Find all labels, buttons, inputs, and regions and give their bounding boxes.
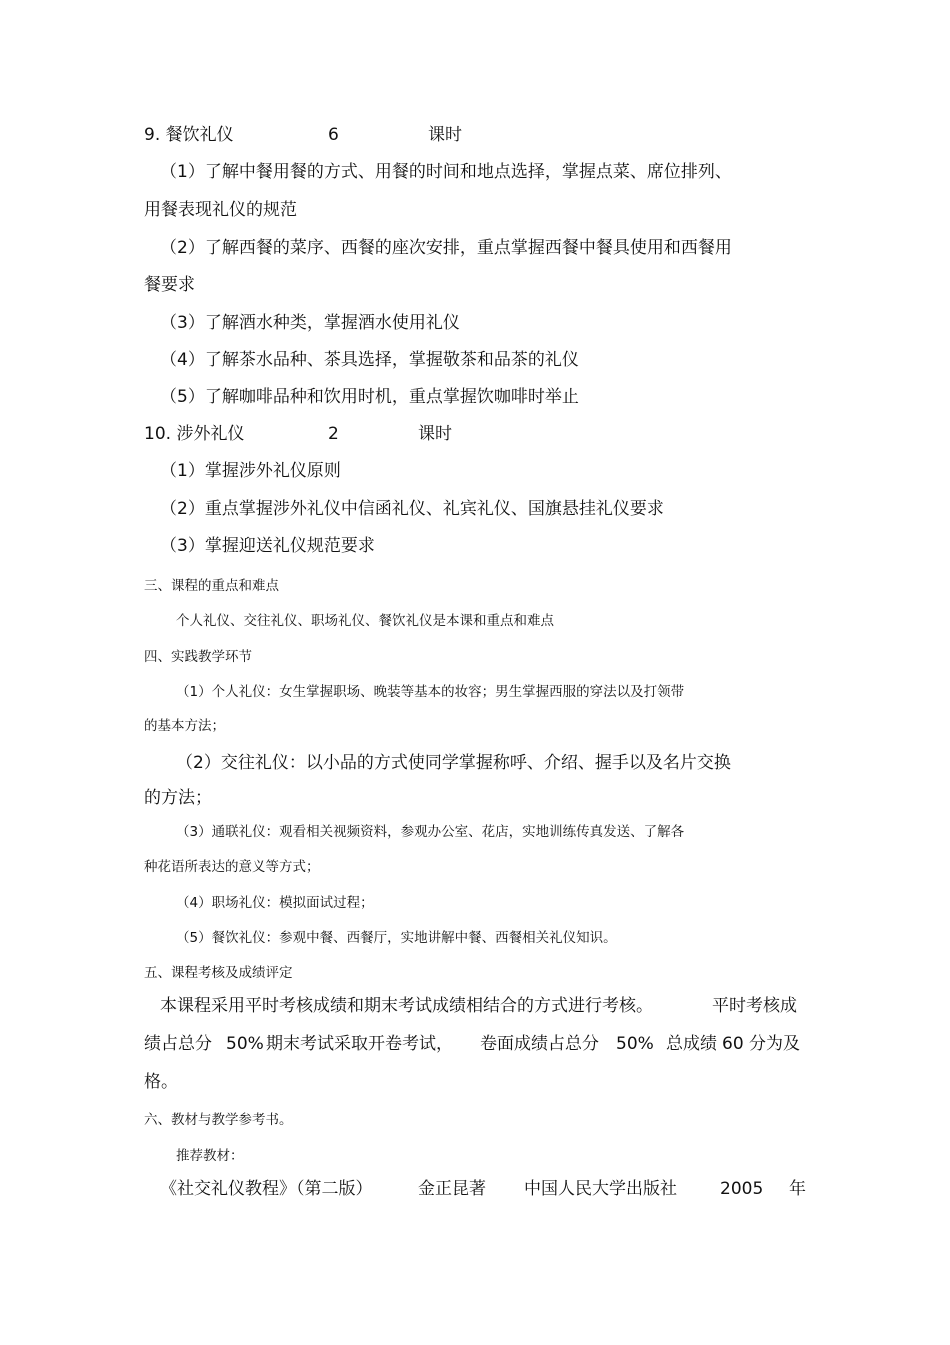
part4-heading: 四、实践教学环节 <box>144 649 252 665</box>
section9-item-5: （5）了解咖啡品种和饮用时机，重点掌握饮咖啡时举止 <box>160 387 579 407</box>
part5-line-2c: 期末考试采取开卷考试， <box>266 1034 453 1054</box>
part4-line-3-cont: 种花语所表达的意义等方式； <box>144 859 320 875</box>
section10-hours: 2 <box>328 424 339 444</box>
part6-sub: 推荐教材： <box>176 1148 244 1164</box>
part6-book-title: 《社交礼仪教程》（第二版） <box>160 1179 373 1199</box>
part5-line-2d: 卷面成绩占总分 <box>480 1034 599 1054</box>
part4-line-1: （1）个人礼仪：女生掌握职场、晚装等基本的妆容；男生掌握西服的穿法以及打领带 <box>176 684 685 700</box>
part6-book-publisher: 中国人民大学出版社 <box>524 1179 677 1199</box>
part6-book-year-unit: 年 <box>789 1179 806 1199</box>
part4-line-4: （4）职场礼仪：模拟面试过程； <box>176 895 374 911</box>
part5-line-1b: 平时考核成 <box>712 996 797 1016</box>
section10-title: 10. 涉外礼仪 <box>144 424 245 444</box>
part3-text: 个人礼仪、交往礼仪、职场礼仪、餐饮礼仪是本课和重点和难点 <box>176 613 554 629</box>
part4-line-5: （5）餐饮礼仪：参观中餐、西餐厅，实地讲解中餐、西餐相关礼仪知识。 <box>176 930 617 946</box>
part5-line-2e: 50% <box>616 1034 654 1054</box>
section9-item-3: （3）了解酒水种类，掌握酒水使用礼仪 <box>160 313 460 333</box>
part3-heading: 三、课程的重点和难点 <box>144 578 279 594</box>
section9-item-4: （4）了解茶水品种、茶具选择，掌握敬茶和品茶的礼仪 <box>160 350 579 370</box>
part5-line-2b: 50% <box>226 1034 264 1054</box>
part4-line-2: （2）交往礼仪：以小品的方式使同学掌握称呼、介绍、握手以及名片交换 <box>176 753 731 773</box>
part5-line-2f: 总成绩 <box>666 1034 717 1054</box>
part4-line-3: （3）通联礼仪：观看相关视频资料，参观办公室、花店，实地训练传真发送、了解各 <box>176 824 685 840</box>
section9-item-2-cont: 餐要求 <box>144 275 195 295</box>
part6-book-year: 2005 <box>720 1179 764 1199</box>
section10-item-2: （2）重点掌握涉外礼仪中信函礼仪、礼宾礼仪、国旗悬挂礼仪要求 <box>160 499 664 519</box>
part5-line-1a: 本课程采用平时考核成绩和期末考试成绩相结合的方式进行考核。 <box>160 996 653 1016</box>
section9-unit: 课时 <box>428 125 462 145</box>
section9-title: 9. 餐饮礼仪 <box>144 125 234 145</box>
section10-item-1: （1）掌握涉外礼仪原则 <box>160 461 341 481</box>
part5-heading: 五、课程考核及成绩评定 <box>144 965 293 981</box>
part5-line-3: 格。 <box>144 1072 178 1092</box>
section9-item-1-cont: 用餐表现礼仪的规范 <box>144 200 297 220</box>
part5-line-2g: 60 分为及 <box>722 1034 801 1054</box>
section10-item-3: （3）掌握迎送礼仪规范要求 <box>160 536 375 556</box>
part6-book-author: 金正昆著 <box>418 1179 486 1199</box>
section10-unit: 课时 <box>418 424 452 444</box>
section9-item-2: （2）了解西餐的菜序、西餐的座次安排，重点掌握西餐中餐具使用和西餐用 <box>160 238 732 258</box>
part4-line-2-cont: 的方法； <box>144 788 212 808</box>
part5-line-2a: 绩占总分 <box>144 1034 212 1054</box>
part6-heading: 六、教材与教学参考书。 <box>144 1112 293 1128</box>
part4-line-1-cont: 的基本方法； <box>144 718 225 734</box>
section9-hours: 6 <box>328 125 339 145</box>
section9-item-1: （1）了解中餐用餐的方式、用餐的时间和地点选择，掌握点菜、席位排列、 <box>160 162 732 182</box>
